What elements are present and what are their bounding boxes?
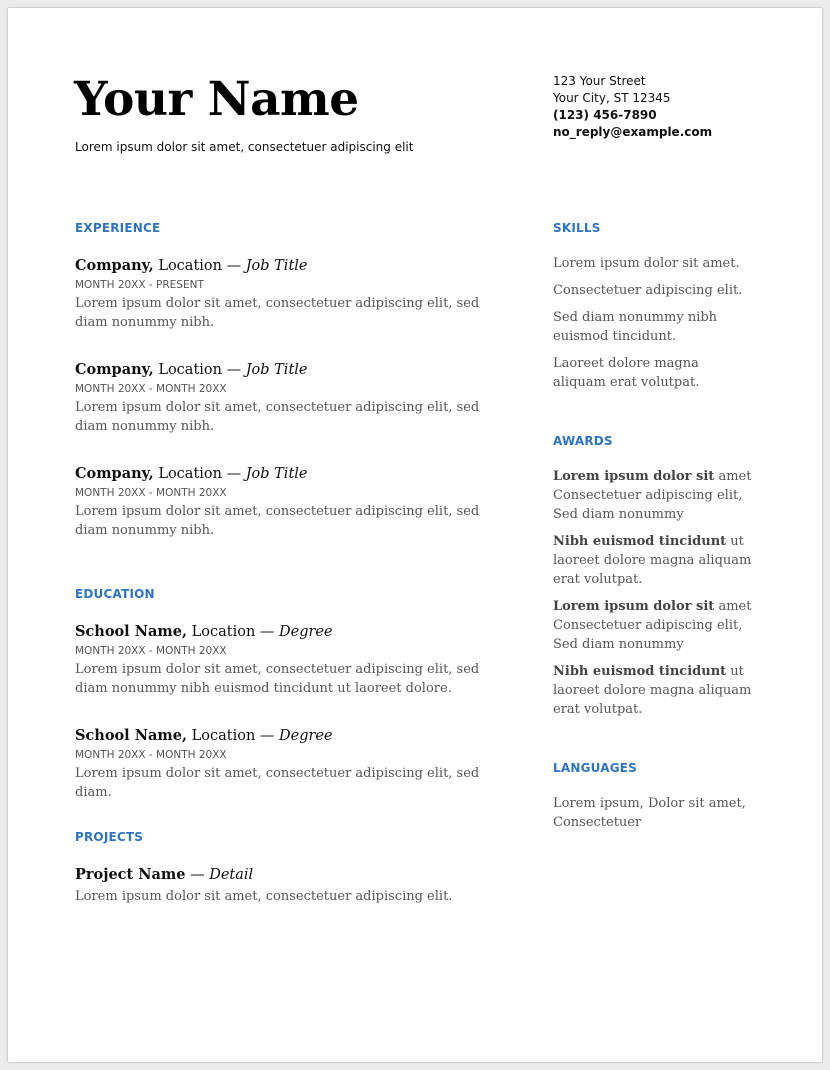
award-description: ut laoreet dolore magna aliquam erat volutpat. (553, 664, 752, 717)
entry-dates: MONTH 20XX - MONTH 20XX (75, 383, 227, 395)
award-description: ut laoreet dolore magna aliquam erat volutpat. (553, 534, 752, 587)
entry-org: Company, (75, 257, 154, 274)
entry-dates: MONTH 20XX - MONTH 20XX (75, 645, 227, 657)
award-item (553, 662, 753, 719)
entry-title (75, 726, 495, 746)
entry-description: Lorem ipsum dolor sit amet, consectetuer adipiscing elit, sed diam nonummy nibh. (75, 400, 480, 434)
experience-heading: EXPERIENCE (75, 221, 161, 235)
entry-location: Location — (187, 728, 279, 744)
resume-page (8, 8, 822, 1062)
experience-entry (75, 256, 495, 332)
entry-degree: Degree (279, 624, 333, 640)
entry-org: School Name, (75, 727, 188, 744)
award-description: amet Consectetuer adipiscing elit, Sed diam nonummy (553, 469, 752, 522)
entry-location: Location — (153, 362, 246, 378)
entry-description: Lorem ipsum dolor sit amet, consectetuer adipiscing elit, sed diam. (75, 766, 480, 800)
skill-item: Laoreet dolore magna aliquam erat volutpat. (553, 356, 700, 390)
awards-heading: AWARDS (553, 434, 613, 448)
entry-location: Location — (187, 624, 279, 640)
education-entry (75, 726, 495, 802)
entry-description: Lorem ipsum dolor sit amet, consectetuer adipiscing elit, sed diam nonummy nibh. (75, 504, 480, 538)
contact-block (553, 73, 712, 141)
awards-list (553, 467, 753, 727)
contact-phone: (123) 456-7890 (553, 108, 657, 122)
skill-item: Lorem ipsum dolor sit amet. (553, 256, 740, 271)
entry-description: Lorem ipsum dolor sit amet, consectetuer adipiscing elit. (75, 889, 453, 904)
award-item (553, 597, 753, 654)
candidate-name: Your Name (74, 72, 359, 127)
entry-dates: MONTH 20XX - MONTH 20XX (75, 487, 227, 499)
languages-block (553, 794, 753, 840)
project-entry (75, 865, 495, 906)
languages-text: Lorem ipsum, Dolor sit amet, Consectetuer (553, 796, 746, 830)
award-description: amet Consectetuer adipiscing elit, Sed diam nonummy (553, 599, 752, 652)
education-entry (75, 622, 495, 698)
award-title: Lorem ipsum dolor sit (553, 469, 715, 484)
skills-list (553, 254, 753, 400)
entry-role: Job Title (245, 466, 308, 482)
entry-degree: Degree (279, 728, 333, 744)
entry-title (75, 464, 495, 484)
entry-role: Job Title (245, 362, 308, 378)
skills-heading: SKILLS (553, 221, 601, 235)
entry-location: Location — (153, 466, 246, 482)
entry-org: Company, (75, 465, 154, 482)
contact-street: 123 Your Street (553, 74, 646, 88)
entry-org: Company, (75, 361, 154, 378)
entry-title (75, 622, 495, 642)
entry-org: School Name, (75, 623, 188, 640)
project-detail: Detail (209, 867, 254, 883)
skill-item: Sed diam nonummy nibh euismod tincidunt. (553, 310, 718, 344)
entry-title (75, 256, 495, 276)
entry-title (75, 865, 495, 885)
contact-email: no_reply@example.com (553, 125, 713, 139)
entry-location: Location — (153, 258, 246, 274)
award-title: Nibh euismod tincidunt (553, 664, 727, 679)
entry-separator: — (185, 867, 210, 883)
entry-dates: MONTH 20XX - MONTH 20XX (75, 749, 227, 761)
skill-item: Consectetuer adipiscing elit. (553, 283, 743, 298)
education-heading: EDUCATION (75, 587, 155, 601)
award-item (553, 467, 753, 524)
languages-heading: LANGUAGES (553, 761, 637, 775)
entry-title (75, 360, 495, 380)
award-title: Nibh euismod tincidunt (553, 534, 727, 549)
entry-description: Lorem ipsum dolor sit amet, consectetuer adipiscing elit, sed diam nonummy nibh. (75, 296, 480, 330)
projects-heading: PROJECTS (75, 830, 144, 844)
entry-description: Lorem ipsum dolor sit amet, consectetuer adipiscing elit, sed diam nonummy nibh euismod tincidunt ut laoreet dolore. (75, 662, 480, 696)
experience-entry (75, 360, 495, 436)
experience-entry (75, 464, 495, 540)
contact-city: Your City, ST 12345 (553, 91, 671, 105)
tagline: Lorem ipsum dolor sit amet, consectetuer adipiscing elit (75, 140, 414, 154)
entry-dates: MONTH 20XX - PRESENT (75, 279, 204, 291)
entry-role: Job Title (245, 258, 308, 274)
award-title: Lorem ipsum dolor sit (553, 599, 715, 614)
award-item (553, 532, 753, 589)
project-name: Project Name (75, 866, 186, 883)
